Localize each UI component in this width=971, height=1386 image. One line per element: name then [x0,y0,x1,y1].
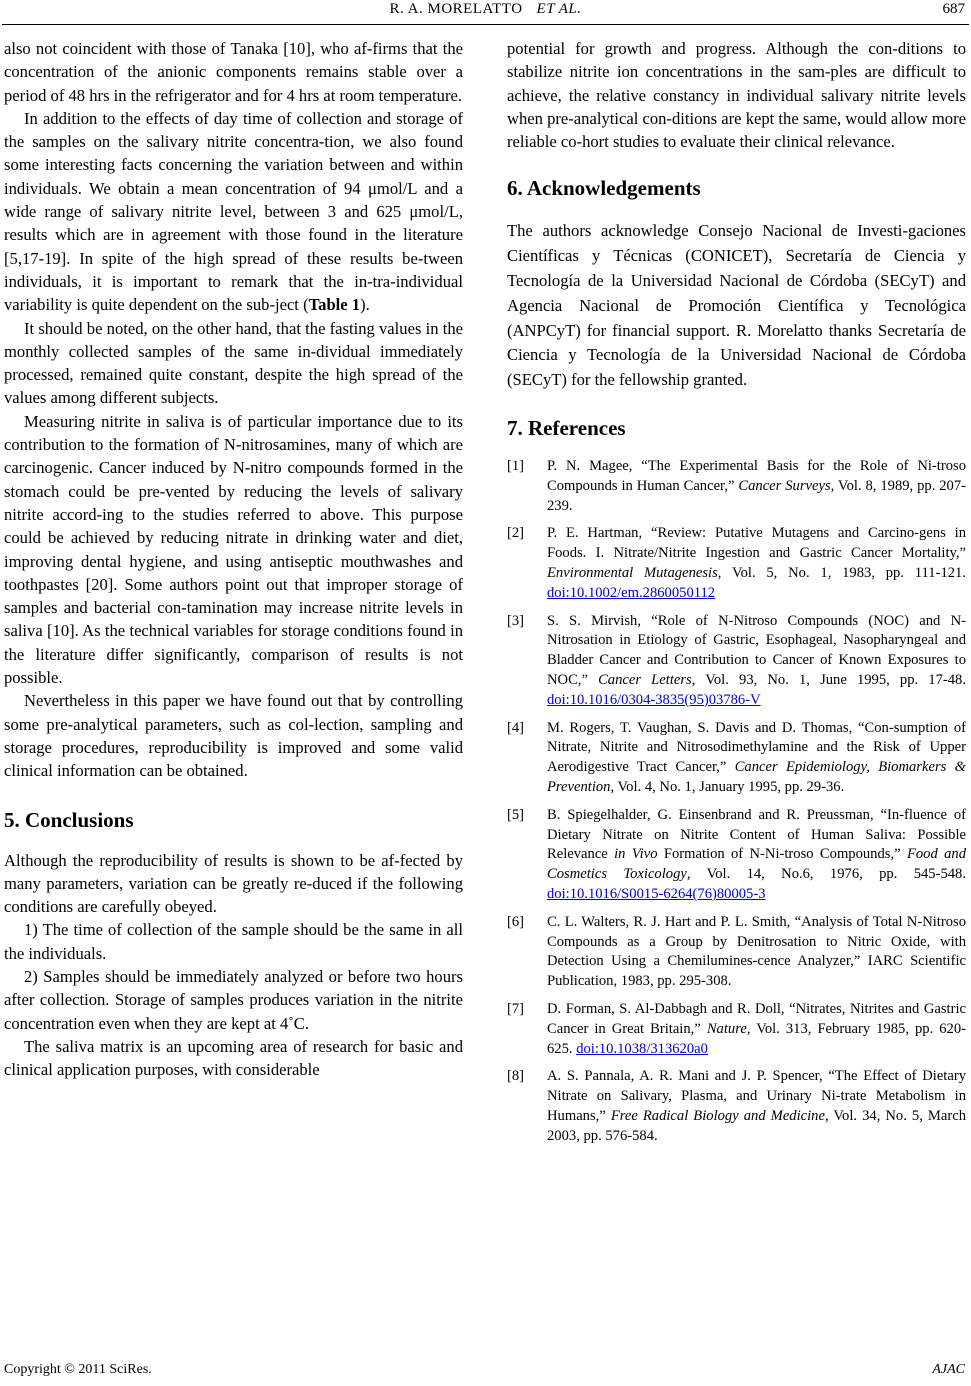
paragraph-variation-end: ). [360,295,370,315]
copyright-notice: Copyright © 2011 SciRes. [4,1362,152,1377]
reference-details: , Vol. 313, February 1985, pp. 620-625. [547,1020,966,1057]
reference-journal: Food and Cosmetics Toxicology [547,846,966,883]
reference-journal: Cancer Epidemiology, Biomarkers & Prevention [547,759,966,796]
journal-abbreviation: AJAC [932,1362,965,1377]
section-heading-acknowledgements: 6. Acknowledgements [507,176,701,201]
reference-journal: Cancer Surveys [738,477,831,494]
paragraph-saliva-matrix: The saliva matrix is an upcoming area of research for basic and clinical application purposes, with considerable [4,1036,463,1080]
reference-details: , Vol. 34, No. 5, March 2003, pp. 576-584. [547,1107,966,1144]
left-column [4,37,463,1081]
reference-number: [8] [507,1068,525,1085]
page-footer [0,1362,971,1384]
reference-journal: Nature [706,1020,747,1037]
reference-text: S. S. Mirvish, “Role of N-Nitroso Compounds (NOC) and N-Nitrosation in Etiology of Gastric, Esophageal, Nasopharyngeal and Bladder Cancer and Contribution to Cancer of Known Exposures to NOC,” [547,612,966,689]
paragraph-conclusions-intro: Although the reproducibility of results is shown to be af-fected by many parameters, variation can be greatly re-duced if the following conditions are carefully obeyed. [4,850,463,917]
reference-text-cont: Formation of N-Ni-troso Compounds,” [657,846,907,863]
reference-details: , Vol. 93, No. 1, June 1995, pp. 17-48. [691,672,966,689]
running-head-authors: R. A. MORELATTO [389,1,523,17]
section-heading-conclusions: 5. Conclusions [4,807,134,832]
page-header [0,0,971,26]
reference-details: , Vol. 14, No.6, 1976, pp. 545-548. [686,866,966,883]
reference-text: D. Forman, S. Al-Dabbagh and R. Doll, “Nitrates, Nitrites and Gastric Cancer in Great Britain,” [547,1000,966,1037]
reference-number: [3] [507,612,525,629]
paragraph-condition-2: 2) Samples should be immediately analyzed or before two hours after collection. Storage of samples produces variation in the nitrite concentration even when they are kept at 4˚C. [4,966,463,1033]
reference-number: [4] [507,719,525,736]
reference-number: [1] [507,458,525,475]
doi-link[interactable]: doi:10.1016/S0015-6264(76)80005-3 [547,886,766,902]
paragraph-acknowledgements: The authors acknowledge Consejo Nacional de Investi-gaciones Científicas y Técnicas (CONICET), Secretaría de Ciencia y Tecnología de la Universidad Nacional de Córdoba (SECyT) and Agencia Nacional de Promoción Científica y Tecnológica (ANPCyT) for financial support. R. Morelatto thanks Secretaría de Ciencia y Tecnología de la Universidad Nacional de Córdoba (SECyT) for the fellowship granted. [507,221,966,390]
table-1-reference: Table 1 [308,295,361,315]
paragraph-variation-text: In addition to the effects of day time of collection and storage of the samples on the salivary nitrite concentra-tion, we also found some interesting facts concerning the variation between and within individuals. We obtain a mean concentration of 94 μmol/L and a wide range of salivary nitrite level, between 3 and 625 μmol/L, results which are in agreement with those found in the literature [5,17-19]. In spite of the high spread of these results be-tween individuals, it is important to remark that the in-tra-individual variability is quite dependent on the sub-ject ( [4,108,463,315]
reference-number: [2] [507,525,525,542]
reference-item [507,612,966,711]
reference-text: M. Rogers, T. Vaughan, S. Davis and D. Thomas, “Con-sumption of Nitrate, Nitrite and Nitrosodimethylamine and the Risk of Upper Aerodigestive Tract Cancer,” [547,719,966,776]
doi-link[interactable]: doi:10.1016/0304-3835(95)03786-V [547,691,761,708]
doi-link[interactable]: doi:10.1038/313620a0 [576,1040,708,1057]
reference-journal: Cancer Letters [598,672,692,689]
reference-item [507,719,966,798]
reference-text: A. S. Pannala, A. R. Mani and J. P. Spencer, “The Effect of Dietary Nitrate on Salivary, Plasma, and Urinary Ni-trate Metabolism in Humans,” [547,1068,966,1124]
reference-journal: Free Radical Biology and Medicine [610,1107,825,1124]
reference-text: P. E. Hartman, “Review: Putative Mutagens and Carcino-gens in Foods. I. Nitrate/Nitrite Ingestion and Gastric Cancer Mortality,” [547,525,966,562]
reference-number: [6] [507,913,525,930]
reference-details: , Vol. 5, No. 1, 1983, pp. 111-121. [717,565,966,582]
paragraph-measuring: Measuring nitrite in saliva is of particular importance due to its contribution to the formation of N-nitrosamines, many of which are carcinogenic. Cancer induced by N-nitro compounds formed in the stomach could be pre-vented by reducing the levels of salivary nitrite accord-ing to the studies referred to above. This purpose could be achieved by reducing nitrate in drinking water and diet, improving dental hygiene, and using antiseptic mouthwashes and toothpastes [20]. Some authors point out that improper storage of samples and bacterial con-tamination may increase nitrite levels in saliva [10]. As the technical variables for storage conditions found in the literature differ significantly, comparison of results is not possible. [4,411,463,688]
reference-text: P. N. Magee, “The Experimental Basis for the Role of Ni-troso Compounds in Human Cancer,” [547,458,966,494]
reference-item [507,524,966,603]
reference-item [507,1000,966,1059]
running-head-etal: ET AL. [536,1,582,17]
paragraph-potential: potential for growth and progress. Although the con-ditions to stabilize nitrite ion concentrations in the sam-ples are difficult to achieve, the relative constancy in individual salivary nitrite levels when pre-analytical con-ditions are kept the same, would allow more reliable co-hort studies to evaluate their clinical relevance. [507,39,966,152]
reference-item [507,1067,966,1146]
reference-journal: Environmental Mutagenesis [547,565,718,582]
reference-number: [7] [507,1000,525,1017]
paragraph-fasting: It should be noted, on the other hand, that the fasting values in the monthly collected samples of the same in-dividual immediately processed, remained quite constant, despite the high spread of the values among different subjects. [4,318,463,408]
reference-text: C. L. Walters, R. J. Hart and P. L. Smith, “Analysis of Total N-Nitroso Compounds as a Group by Denitrosation to Nitric Oxide, with Detection Using a Chemilumines-cence Analyzer,” IARC Scientific Publication, 1983, pp. 295-308. [547,913,966,990]
paragraph-nevertheless: Nevertheless in this paper we have found out that by controlling some pre-analytical parameters, such as col-lection, sampling and storage procedures, reproducibility is improved and some valid clinical information can be obtained. [4,691,463,781]
reference-item [507,457,966,516]
running-head [0,1,971,18]
reference-details: , Vol. 4, No. 1, January 1995, pp. 29-36. [610,779,845,796]
reference-details: , Vol. 8, 1989, pp. 207-239. [547,477,967,514]
reference-number: [5] [507,806,525,823]
paragraph-continued: also not coincident with those of Tanaka [10], who af-firms that the concentration of the anionic components remains stable over a period of 48 hrs in the refrigerator and for 4 hrs at room temperature. [4,39,463,105]
section-heading-references: 7. References [507,416,626,441]
reference-item [507,913,966,992]
paragraph-variation [4,107,463,317]
right-column [507,37,966,1147]
doi-link[interactable]: doi:10.1002/em.2860050112 [547,584,716,601]
reference-list [507,457,966,1147]
reference-text: B. Spiegelhalder, G. Einsenbrand and R. Preussman, “In-fluence of Dietary Nitrate on Nitrite Content of Human Saliva: Possible Relevance [547,806,966,863]
reference-italic-phrase: in Vivo [614,846,658,863]
reference-item [507,806,966,905]
paragraph-condition-1: 1) The time of collection of the sample should be the same in all the individuals. [4,920,463,963]
header-rule [2,24,969,25]
page-number: 687 [942,1,965,17]
